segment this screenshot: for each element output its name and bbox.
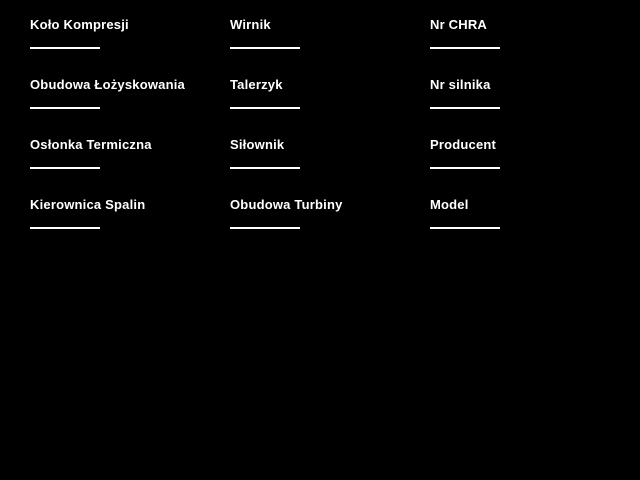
field-silownik (230, 138, 430, 198)
field-kolo-kompresji (30, 18, 230, 78)
field-label-obudowa-lozyskowania: Obudowa Łożyskowania (30, 77, 185, 92)
field-label-silownik: Siłownik (230, 137, 285, 152)
input-line-talerzyk[interactable] (230, 107, 300, 109)
input-line-nr-chra[interactable] (430, 47, 500, 49)
field-producent (430, 138, 630, 198)
field-label-nr-silnika: Nr silnika (430, 77, 491, 92)
input-line-silownik[interactable] (230, 167, 300, 169)
input-line-obudowa-lozyskowania[interactable] (30, 107, 100, 109)
field-value-nr-chra (430, 32, 500, 46)
field-kierownica-spalin (30, 198, 230, 258)
field-label-kolo-kompresji: Koło Kompresji (30, 17, 129, 32)
input-line-nr-silnika[interactable] (430, 107, 500, 109)
field-label-nr-chra: Nr CHRA (430, 17, 488, 32)
field-label-producent: Producent (430, 137, 497, 152)
input-line-oslonka-termiczna[interactable] (30, 167, 100, 169)
field-value-oslonka-termiczna (30, 152, 100, 166)
input-line-kierownica-spalin[interactable] (30, 227, 100, 229)
input-line-producent[interactable] (430, 167, 500, 169)
field-nr-chra (430, 18, 630, 78)
field-value-talerzyk (230, 92, 300, 106)
field-value-producent (430, 152, 500, 166)
input-line-obudowa-turbiny[interactable] (230, 227, 300, 229)
field-value-kolo-kompresji (30, 32, 100, 46)
field-model (430, 198, 630, 258)
field-value-obudowa-lozyskowania (30, 92, 100, 106)
field-value-obudowa-turbiny (230, 212, 300, 226)
field-label-model: Model (430, 197, 469, 212)
field-label-kierownica-spalin: Kierownica Spalin (30, 197, 146, 212)
parts-form (30, 18, 630, 258)
field-obudowa-lozyskowania (30, 78, 230, 138)
input-line-kolo-kompresji[interactable] (30, 47, 100, 49)
field-wirnik (230, 18, 430, 78)
field-label-obudowa-turbiny: Obudowa Turbiny (230, 197, 343, 212)
field-label-wirnik: Wirnik (230, 17, 271, 32)
field-value-nr-silnika (430, 92, 500, 106)
field-talerzyk (230, 78, 430, 138)
field-value-silownik (230, 152, 300, 166)
input-line-model[interactable] (430, 227, 500, 229)
field-value-model (430, 212, 500, 226)
field-label-talerzyk: Talerzyk (230, 77, 283, 92)
field-oslonka-termiczna (30, 138, 230, 198)
field-nr-silnika (430, 78, 630, 138)
field-value-wirnik (230, 32, 300, 46)
input-line-wirnik[interactable] (230, 47, 300, 49)
field-label-oslonka-termiczna: Osłonka Termiczna (30, 137, 152, 152)
field-value-kierownica-spalin (30, 212, 100, 226)
field-obudowa-turbiny (230, 198, 430, 258)
